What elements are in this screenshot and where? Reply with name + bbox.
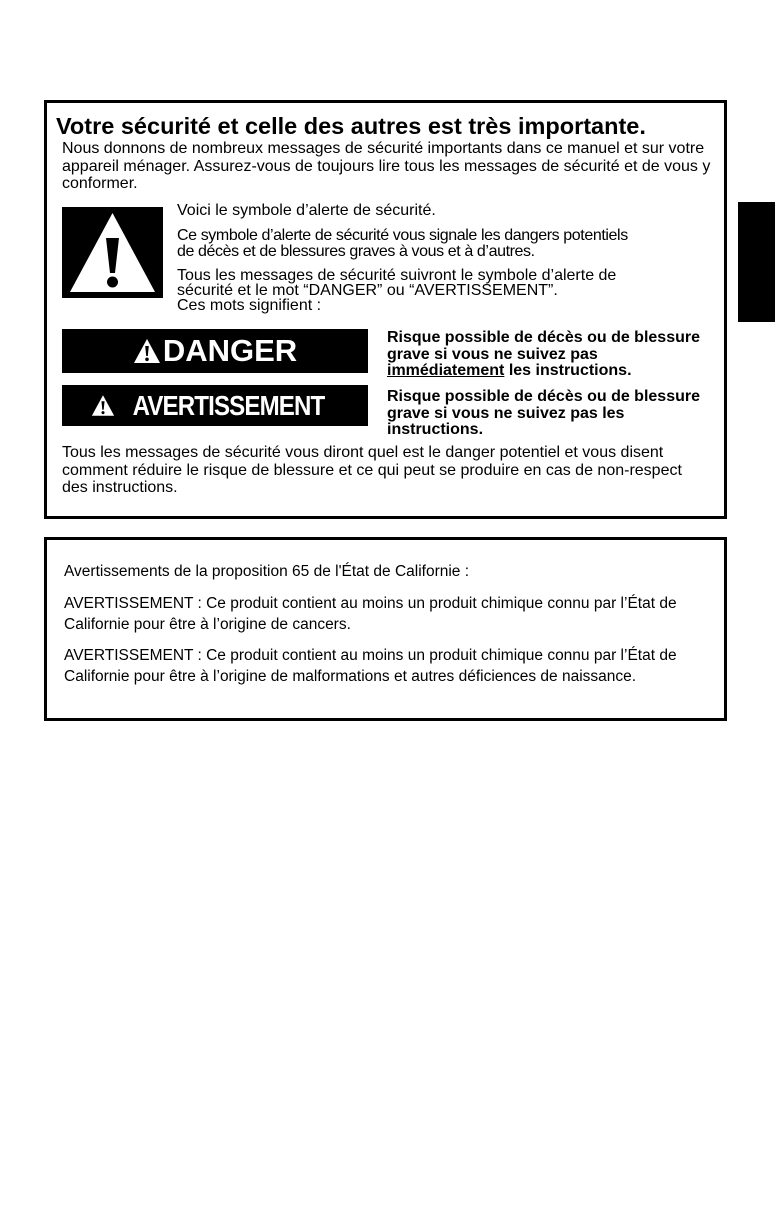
safety-alert-icon — [62, 207, 163, 298]
prop65-cancer-warning: AVERTISSEMENT : Ce produit contient au moins un produit chimique connu par l’État de Californie pour être à l’origine de cancers. — [64, 595, 677, 633]
safety-closing-text: Tous les messages de sécurité vous diront quel est le danger potentiel et vous disent comment réduire le risque de blessure et ce qui peut se produire en cas de non-respect des instructions. — [62, 444, 682, 496]
danger-word: DANGER — [162, 333, 298, 368]
safety-notice-box — [44, 100, 727, 519]
language-side-tab — [738, 202, 775, 322]
prop65-birth-defect-warning: AVERTISSEMENT : Ce produit contient au moins un produit chimique connu par l’État de Californie pour être à l’origine de malformations et autres déficiences de naissance. — [64, 647, 677, 685]
warning-alert-icon — [91, 394, 115, 417]
danger-description-emphasis: immédiatement — [387, 362, 505, 379]
safety-title: Votre sécurité et celle des autres est très importante. — [56, 113, 646, 139]
signal-words-text — [177, 268, 616, 313]
prop65-warning-box — [44, 537, 727, 721]
warning-signal-label — [62, 385, 368, 426]
safety-intro: Nous donnons de nombreux messages de sécurité importants dans ce manuel et sur votre appareil ménager. Assurez-vous de toujours lire tous les messages de sécurité et de vous y conformer. — [62, 140, 711, 192]
danger-description-text: Risque possible de décès ou de blessure grave si vous ne suivez pas — [387, 329, 700, 363]
prop65-heading: Avertissements de la proposition 65 de l'État de Californie : — [64, 563, 470, 580]
warning-description: Risque possible de décès ou de blessure grave si vous ne suivez pas les instructions. — [387, 388, 700, 438]
danger-description — [387, 330, 717, 380]
signal-words-line: sécurité et le mot “DANGER” ou “AVERTISSEMENT”. — [177, 282, 558, 299]
alert-triangle-icon — [62, 207, 163, 298]
symbol-description: Voici le symbole d’alerte de sécurité. — [177, 202, 436, 219]
signal-words-line: Ces mots signifient : — [177, 297, 322, 314]
danger-description-end: les instructions. — [504, 362, 632, 379]
warning-word: AVERTISSEMENT — [132, 389, 324, 421]
danger-alert-icon — [133, 338, 161, 364]
symbol-meaning-line: Ce symbole d’alerte de sécurité vous signale les dangers potentiels — [177, 227, 628, 244]
signal-words-line: Tous les messages de sécurité suivront le symbole d’alerte de — [177, 267, 617, 284]
symbol-meaning — [177, 228, 628, 259]
symbol-meaning-line: de décès et de blessures graves à vous et à d’autres. — [177, 242, 535, 260]
danger-signal-label — [62, 329, 368, 373]
